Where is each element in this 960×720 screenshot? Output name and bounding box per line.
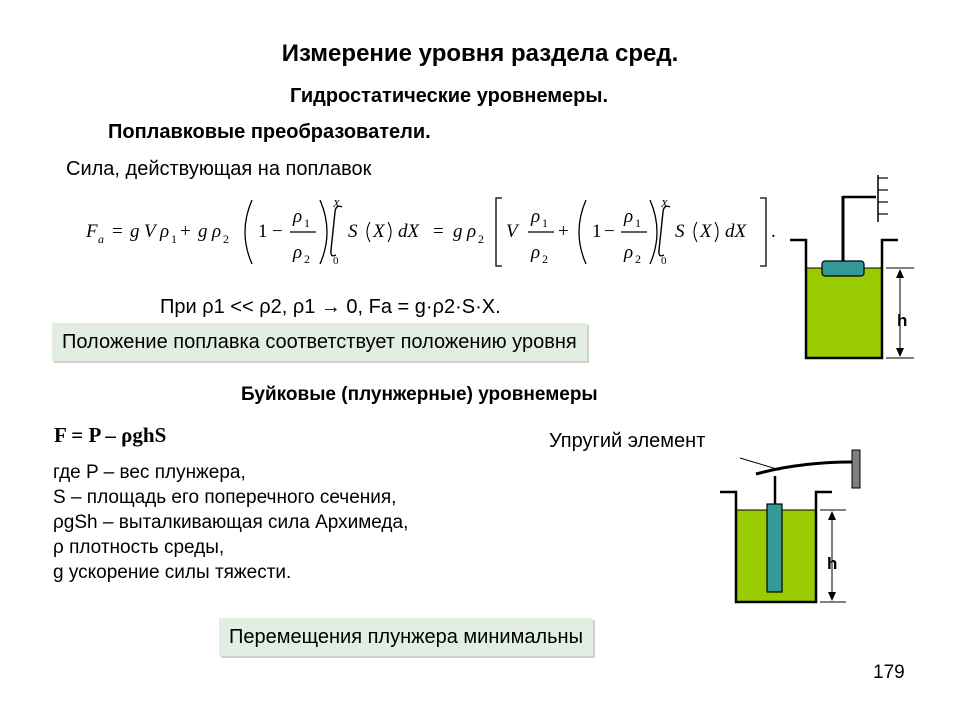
formula-dX1: dX [398,221,420,242]
formula-rho3: ρ [467,221,477,242]
elastic-leader-line [740,458,780,470]
formula-X1: X [373,221,385,242]
slide-title: Измерение уровня раздела сред. [281,40,679,67]
frac2-rho-den: ρ [531,242,541,263]
formula-S2: S [675,221,685,242]
h2-label: h [827,554,838,573]
formula-Fa: F [86,221,98,242]
definition-item: S – площадь его поперечного сечения, [53,487,397,508]
formula-g3: g [453,221,463,242]
section1-heading: Поплавковые преобразователи. [108,121,431,143]
h2-arrow-up [828,511,836,520]
elastic-mount [852,450,860,488]
frac-rho-den: ρ [293,242,303,263]
formula-one2: 1 [592,221,602,242]
frac3-rho-den: ρ [624,242,634,263]
formula-eq2: = [433,221,444,242]
elastic-element [756,462,852,474]
formula-V1: V [144,221,156,242]
definition-item: g ускорение силы тяжести. [53,562,292,583]
section2-heading: Буйковые (плунжерные) уровнемеры [241,384,598,405]
formula-g1: g [130,221,140,242]
integral2-lower: 0 [661,255,667,267]
formula-one: 1 [258,221,268,242]
integral2-upper: X [661,198,668,210]
formula-S1: S [348,221,358,242]
frac3-rho-num: ρ [624,206,634,227]
formula-minus2: − [604,221,615,242]
frac-rho-num: ρ [293,206,303,227]
definition-item: где P – вес плунжера, [53,462,246,483]
integral1-upper: X [333,198,340,210]
elastic-element-label: Упругий элемент [549,430,706,452]
plunger-formula: F = P – ρghS [54,423,167,447]
frac3-rho-den-sub: 2 [635,252,641,266]
condition-text: При ρ1 << ρ2, ρ1 → 0, Fa = g·ρ2·S·X. [160,296,501,318]
frac2-rho-num: ρ [531,206,541,227]
integral1-lower: 0 [333,255,339,267]
plunger-body [767,504,782,592]
formula-minus1: − [272,221,283,242]
formula-plus1: + [180,221,191,242]
plunger-highlight-box: Перемещения плунжера минимальны [219,618,593,656]
page-number: 179 [873,662,905,683]
formula-Fa-sub: a [98,232,104,246]
frac2-rho-num-sub: 1 [542,216,548,230]
frac3-rho-num-sub: 1 [635,216,641,230]
definition-item: ρ плотность среды, [53,537,225,558]
frac-rho-num-sub: 1 [304,216,310,230]
formula-rho2: ρ [212,221,222,242]
formula-X2: X [700,221,712,242]
h1-label: h [897,311,908,330]
force-caption: Сила, действующая на поплавок [66,158,372,180]
formula-rho3-sub: 2 [478,232,484,246]
formula-V2: V [506,221,518,242]
formula-g2: g [198,221,208,242]
float-highlight-box: Положение поплавка соответствует положению уровня [52,323,587,361]
h2-arrow-down [828,592,836,601]
slide-subtitle: Гидростатические уровнемеры. [290,85,609,107]
definition-item: ρgSh – выталкивающая сила Архимеда, [53,512,409,533]
formula-end: . [771,221,776,242]
formula-rho1-sub: 1 [171,232,177,246]
formula-eq1: = [112,221,123,242]
formula-dX2: dX [725,221,747,242]
frac2-rho-den-sub: 2 [542,252,548,266]
frac-rho-den-sub: 2 [304,252,310,266]
formula-rho1: ρ [160,221,170,242]
formula-plus2: + [558,221,569,242]
formula-rho2-sub: 2 [223,232,229,246]
